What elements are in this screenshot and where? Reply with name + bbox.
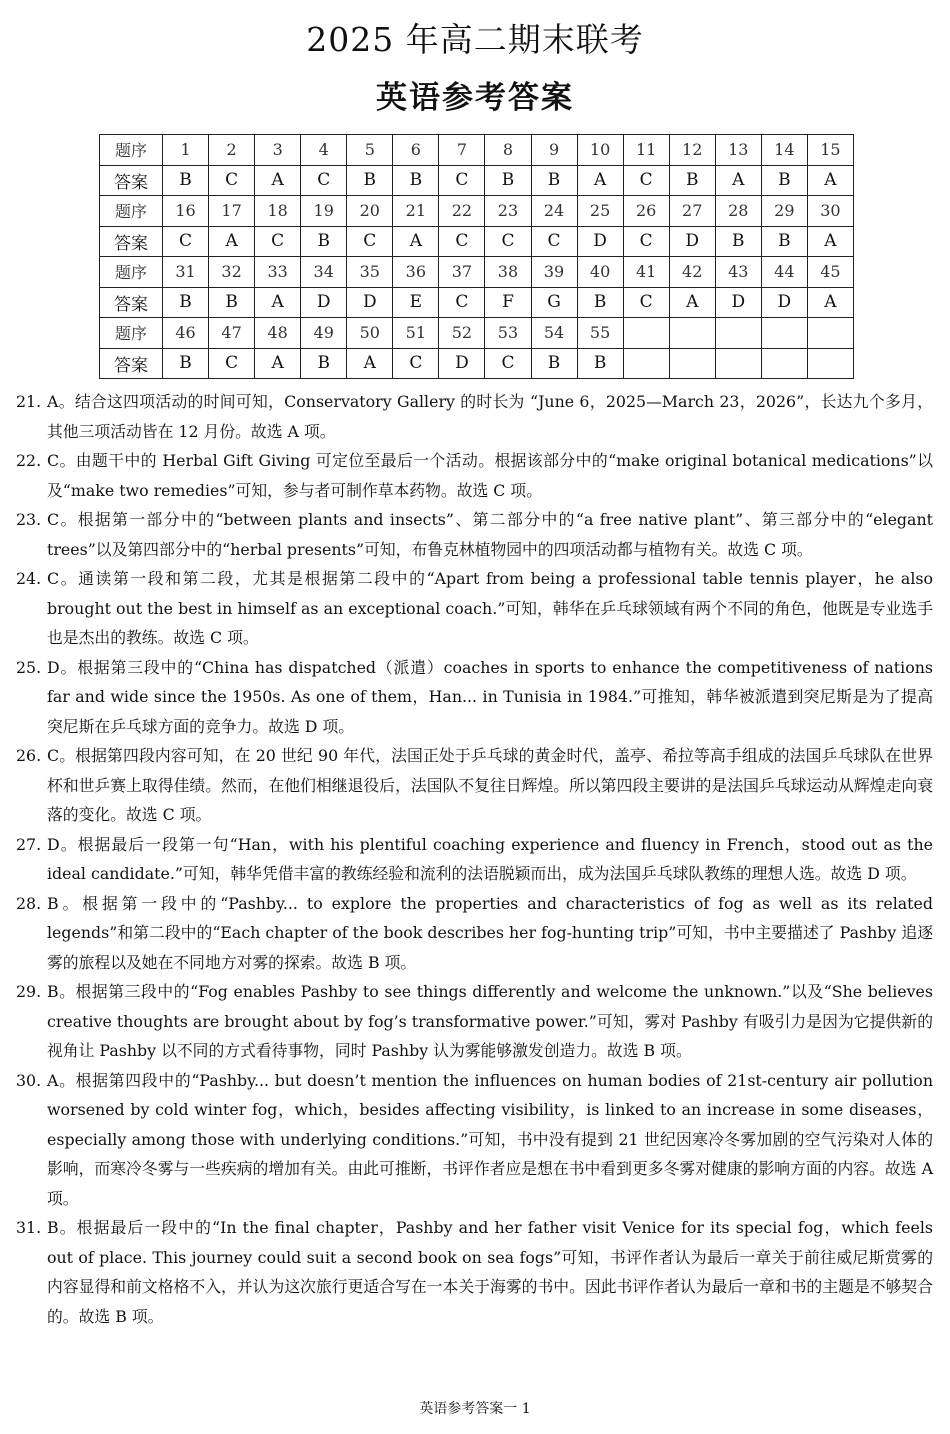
explanation-number: 27. bbox=[16, 834, 42, 854]
question-number-cell: 13 bbox=[715, 135, 761, 166]
question-number-cell: 4 bbox=[301, 135, 347, 166]
question-number-cell: 53 bbox=[485, 318, 531, 349]
question-number-cell: 5 bbox=[347, 135, 393, 166]
answer-key-table bbox=[99, 134, 854, 379]
answer-cell: C bbox=[255, 226, 301, 257]
answer-cell: B bbox=[347, 165, 393, 196]
answer-cell: C bbox=[623, 287, 669, 318]
question-number-cell: 51 bbox=[393, 318, 439, 349]
answer-cell: A bbox=[807, 226, 853, 257]
question-number-cell bbox=[623, 318, 669, 349]
question-number-cell: 49 bbox=[301, 318, 347, 349]
answer-cell: C bbox=[623, 226, 669, 257]
page-subtitle: 英语参考答案 bbox=[376, 80, 574, 116]
explanation-item bbox=[16, 653, 933, 742]
answer-cell: C bbox=[439, 287, 485, 318]
answer-cell: B bbox=[761, 226, 807, 257]
explanation-item bbox=[16, 564, 933, 653]
explanation-number: 24. bbox=[16, 569, 42, 588]
answer-cell: A bbox=[255, 287, 301, 318]
explanation-number: 22. bbox=[16, 451, 42, 470]
answer-cell: C bbox=[485, 226, 531, 257]
explanation-text: C。根据第四段内容可知，在 20 世纪 90 年代，法国正处于乒乓球的黄金时代，盖亭、希拉等高手组成的法国乒乓球队在世界杯和世乒赛上取得佳绩。然而，在他们相继退役后，法国队不复往日辉煌。所以第四段主要讲的是法国乒乓球运动从辉煌走向衰落的变化。故选 C 项。 bbox=[47, 746, 933, 824]
question-number-cell: 37 bbox=[439, 257, 485, 288]
explanation-item bbox=[16, 446, 933, 505]
explanation-item bbox=[16, 1213, 933, 1331]
explanation-text: B。根据第一段中的“Pashby... to explore the properties and characteristics of fog as well as its related legends”和第二段中的“Each chapter of the book describes her fog-hunting trip”可知，书中主要描述了 Pashby 追逐雾的旅程以及她在不同地方对雾的探索。故选 B 项。 bbox=[47, 893, 933, 972]
answer-row bbox=[100, 348, 854, 379]
answer-cell: A bbox=[255, 165, 301, 196]
answer-cell: A bbox=[255, 348, 301, 379]
answer-cell: B bbox=[163, 165, 209, 196]
answer-row bbox=[100, 165, 854, 196]
answer-cell: C bbox=[623, 165, 669, 196]
question-number-row bbox=[100, 135, 854, 166]
question-number-cell bbox=[761, 318, 807, 349]
answer-cell: C bbox=[439, 226, 485, 257]
explanation-item bbox=[16, 741, 933, 830]
question-number-cell: 36 bbox=[393, 257, 439, 288]
answer-cell: A bbox=[209, 226, 255, 257]
explanation-text: C。根据第一部分中的“between plants and insects”、第二部分中的“a free native plant”、第三部分中的“elegant trees”以及第四部分中的“herbal presents”可知，布鲁克林植物园中的四项活动都与植物有关。故选 C 项。 bbox=[47, 510, 933, 559]
answer-cell: C bbox=[347, 226, 393, 257]
answer-cell: D bbox=[761, 287, 807, 318]
answer-cell: B bbox=[577, 348, 623, 379]
question-number-cell: 20 bbox=[347, 196, 393, 227]
answer-cell: B bbox=[715, 226, 761, 257]
question-number-cell: 10 bbox=[577, 135, 623, 166]
row-label: 题序 bbox=[100, 318, 163, 349]
answer-cell: C bbox=[393, 348, 439, 379]
question-number-cell: 15 bbox=[807, 135, 853, 166]
answer-cell: B bbox=[577, 287, 623, 318]
question-number-cell bbox=[669, 318, 715, 349]
explanation-text: D。根据最后一段第一句“Han，with his plentiful coaching experience and fluency in French，stood out as the ideal candidate.”可知，韩华凭借丰富的教练经验和流利的法语脱颖而出，成为法国乒乓球队教练的理想人选。故选 D 项。 bbox=[47, 834, 933, 883]
question-number-cell: 45 bbox=[807, 257, 853, 288]
answer-cell: B bbox=[209, 287, 255, 318]
question-number-cell: 8 bbox=[485, 135, 531, 166]
explanation-number: 26. bbox=[16, 746, 42, 765]
answer-cell: A bbox=[807, 287, 853, 318]
row-label: 题序 bbox=[100, 196, 163, 227]
question-number-cell: 47 bbox=[209, 318, 255, 349]
explanation-number: 21. bbox=[16, 392, 42, 411]
question-number-row bbox=[100, 257, 854, 288]
question-number-cell: 48 bbox=[255, 318, 301, 349]
answer-cell: C bbox=[531, 226, 577, 257]
answer-cell: G bbox=[531, 287, 577, 318]
row-label: 答案 bbox=[100, 165, 163, 196]
explanation-text: C。通读第一段和第二段，尤其是根据第二段中的“Apart from being a professional table tennis player，he also brought out the best in himself as an exceptional coach.”可知，韩华在乒乓球领域有两个不同的角色，他既是专业选手也是杰出的教练。故选 C 项。 bbox=[47, 569, 933, 647]
explanation-number: 28. bbox=[16, 893, 42, 913]
answer-cell: D bbox=[439, 348, 485, 379]
page-footer: 英语参考答案一 1 bbox=[419, 1401, 531, 1417]
question-number-cell: 19 bbox=[301, 196, 347, 227]
explanation-text: B。根据第三段中的“Fog enables Pashby to see things differently and welcome the unknown.”以及“She believes creative thoughts are brought about by fog’s transformative power.”可知，雾对 Pashby 有吸引力是因为它提供新的视角让 Pashby 以不同的方式看待事物，同时 Pashby 认为雾能够激发创造力。故选 B 项。 bbox=[47, 982, 933, 1060]
row-label: 答案 bbox=[100, 287, 163, 318]
question-number-cell bbox=[807, 318, 853, 349]
question-number-cell: 24 bbox=[531, 196, 577, 227]
question-number-cell: 30 bbox=[807, 196, 853, 227]
answer-cell: D bbox=[669, 226, 715, 257]
explanation-item bbox=[16, 505, 933, 564]
row-label: 题序 bbox=[100, 257, 163, 288]
question-number-cell: 6 bbox=[393, 135, 439, 166]
answer-cell: D bbox=[301, 287, 347, 318]
question-number-cell: 39 bbox=[531, 257, 577, 288]
question-number-cell: 12 bbox=[669, 135, 715, 166]
question-number-cell: 21 bbox=[393, 196, 439, 227]
answer-cell: B bbox=[761, 165, 807, 196]
question-number-cell: 32 bbox=[209, 257, 255, 288]
question-number-cell: 7 bbox=[439, 135, 485, 166]
explanation-text: B。根据最后一段中的“In the final chapter，Pashby and her father visit Venice for its special fog，which feels out of place. This journey could suit a second book on sea fogs”可知，书评作者认为最后一章关于前往威尼斯赏雾的内容显得和前文格格不入，并认为这次旅行更适合写在一本关于海雾的书中。因此书评作者认为最后一章和书的主题是不够契合的。故选 B 项。 bbox=[47, 1218, 933, 1326]
question-number-cell: 34 bbox=[301, 257, 347, 288]
answer-cell: C bbox=[439, 165, 485, 196]
explanation-item bbox=[16, 830, 933, 889]
question-number-cell: 46 bbox=[163, 318, 209, 349]
question-number-cell: 38 bbox=[485, 257, 531, 288]
answer-cell: E bbox=[393, 287, 439, 318]
answer-cell: B bbox=[531, 165, 577, 196]
answer-cell: D bbox=[577, 226, 623, 257]
explanation-text: D。根据第三段中的“China has dispatched（派遣）coaches in sports to enhance the competitiveness of nations far and wide since the 1950s. As one of them，Han... in Tunisia in 1984.”可推知，韩华被派遣到突尼斯是为了提高突尼斯在乒乓球方面的竞争力。故选 D 项。 bbox=[47, 657, 933, 736]
question-number-cell: 52 bbox=[439, 318, 485, 349]
row-label: 题序 bbox=[100, 135, 163, 166]
explanation-item bbox=[16, 1066, 933, 1214]
answer-cell: C bbox=[209, 348, 255, 379]
explanations-list bbox=[16, 387, 933, 1331]
answer-cell: B bbox=[301, 348, 347, 379]
answer-cell: F bbox=[485, 287, 531, 318]
answer-cell: B bbox=[163, 348, 209, 379]
row-label: 答案 bbox=[100, 226, 163, 257]
answer-cell bbox=[715, 348, 761, 379]
question-number-cell: 27 bbox=[669, 196, 715, 227]
explanation-item bbox=[16, 977, 933, 1066]
question-number-row bbox=[100, 196, 854, 227]
question-number-cell: 43 bbox=[715, 257, 761, 288]
answer-cell: A bbox=[347, 348, 393, 379]
explanation-text: A。根据第四段中的“Pashby... but doesn’t mention the influences on human bodies of 21st-century air pollution worsened by cold winter fog，which，besides affecting visibility，is linked to an increase in some diseases，especially among those with underlying conditions.”可知，书中没有提到 21 世纪因寒冷冬雾加剧的空气污染对人体的影响，而寒冷冬雾与一些疾病的增加有关。由此可推断，书评作者应是想在书中看到更多冬雾对健康的影响方面的内容。故选 A 项。 bbox=[47, 1070, 933, 1208]
answer-cell: D bbox=[715, 287, 761, 318]
question-number-cell: 9 bbox=[531, 135, 577, 166]
answer-cell bbox=[623, 348, 669, 379]
answer-cell: C bbox=[209, 165, 255, 196]
question-number-cell: 25 bbox=[577, 196, 623, 227]
explanation-text: A。结合这四项活动的时间可知，Conservatory Gallery 的时长为 “June 6，2025—March 23，2026”，长达九个多月，其他三项活动皆在 12 月份。故选 A 项。 bbox=[47, 392, 933, 441]
answer-row bbox=[100, 226, 854, 257]
question-number-cell: 33 bbox=[255, 257, 301, 288]
answer-cell: B bbox=[163, 287, 209, 318]
answer-cell: A bbox=[669, 287, 715, 318]
question-number-cell: 11 bbox=[623, 135, 669, 166]
question-number-cell: 40 bbox=[577, 257, 623, 288]
question-number-cell: 44 bbox=[761, 257, 807, 288]
question-number-cell: 29 bbox=[761, 196, 807, 227]
answer-cell: C bbox=[301, 165, 347, 196]
answer-cell: B bbox=[485, 165, 531, 196]
answer-row bbox=[100, 287, 854, 318]
question-number-cell: 16 bbox=[163, 196, 209, 227]
explanation-item bbox=[16, 889, 933, 978]
page-title: 2025 年高二期末联考 bbox=[306, 20, 644, 59]
answer-cell bbox=[761, 348, 807, 379]
answer-cell: A bbox=[807, 165, 853, 196]
answer-cell: C bbox=[485, 348, 531, 379]
question-number-cell: 17 bbox=[209, 196, 255, 227]
explanation-item bbox=[16, 387, 933, 446]
explanation-number: 29. bbox=[16, 982, 42, 1001]
question-number-cell: 2 bbox=[209, 135, 255, 166]
explanation-number: 25. bbox=[16, 657, 42, 677]
question-number-cell: 23 bbox=[485, 196, 531, 227]
answer-cell bbox=[807, 348, 853, 379]
question-number-cell bbox=[715, 318, 761, 349]
question-number-cell: 35 bbox=[347, 257, 393, 288]
answer-cell: B bbox=[301, 226, 347, 257]
answer-cell: B bbox=[393, 165, 439, 196]
question-number-cell: 22 bbox=[439, 196, 485, 227]
row-label: 答案 bbox=[100, 348, 163, 379]
question-number-cell: 54 bbox=[531, 318, 577, 349]
question-number-cell: 26 bbox=[623, 196, 669, 227]
question-number-cell: 31 bbox=[163, 257, 209, 288]
question-number-cell: 18 bbox=[255, 196, 301, 227]
answer-cell: A bbox=[393, 226, 439, 257]
answer-cell: C bbox=[163, 226, 209, 257]
question-number-cell: 1 bbox=[163, 135, 209, 166]
answer-cell: A bbox=[715, 165, 761, 196]
question-number-cell: 28 bbox=[715, 196, 761, 227]
question-number-cell: 50 bbox=[347, 318, 393, 349]
question-number-cell: 55 bbox=[577, 318, 623, 349]
explanation-number: 31. bbox=[16, 1218, 42, 1237]
answer-cell: A bbox=[577, 165, 623, 196]
question-number-cell: 41 bbox=[623, 257, 669, 288]
answer-cell bbox=[669, 348, 715, 379]
question-number-cell: 14 bbox=[761, 135, 807, 166]
question-number-cell: 3 bbox=[255, 135, 301, 166]
explanation-text: C。由题干中的 Herbal Gift Giving 可定位至最后一个活动。根据该部分中的“make original botanical medications”以及“make two remedies”可知，参与者可制作草本药物。故选 C 项。 bbox=[47, 451, 933, 500]
answer-cell: B bbox=[669, 165, 715, 196]
answer-cell: D bbox=[347, 287, 393, 318]
question-number-row bbox=[100, 318, 854, 349]
question-number-cell: 42 bbox=[669, 257, 715, 288]
answer-cell: B bbox=[531, 348, 577, 379]
explanation-number: 30. bbox=[16, 1070, 42, 1090]
explanation-number: 23. bbox=[16, 510, 42, 529]
